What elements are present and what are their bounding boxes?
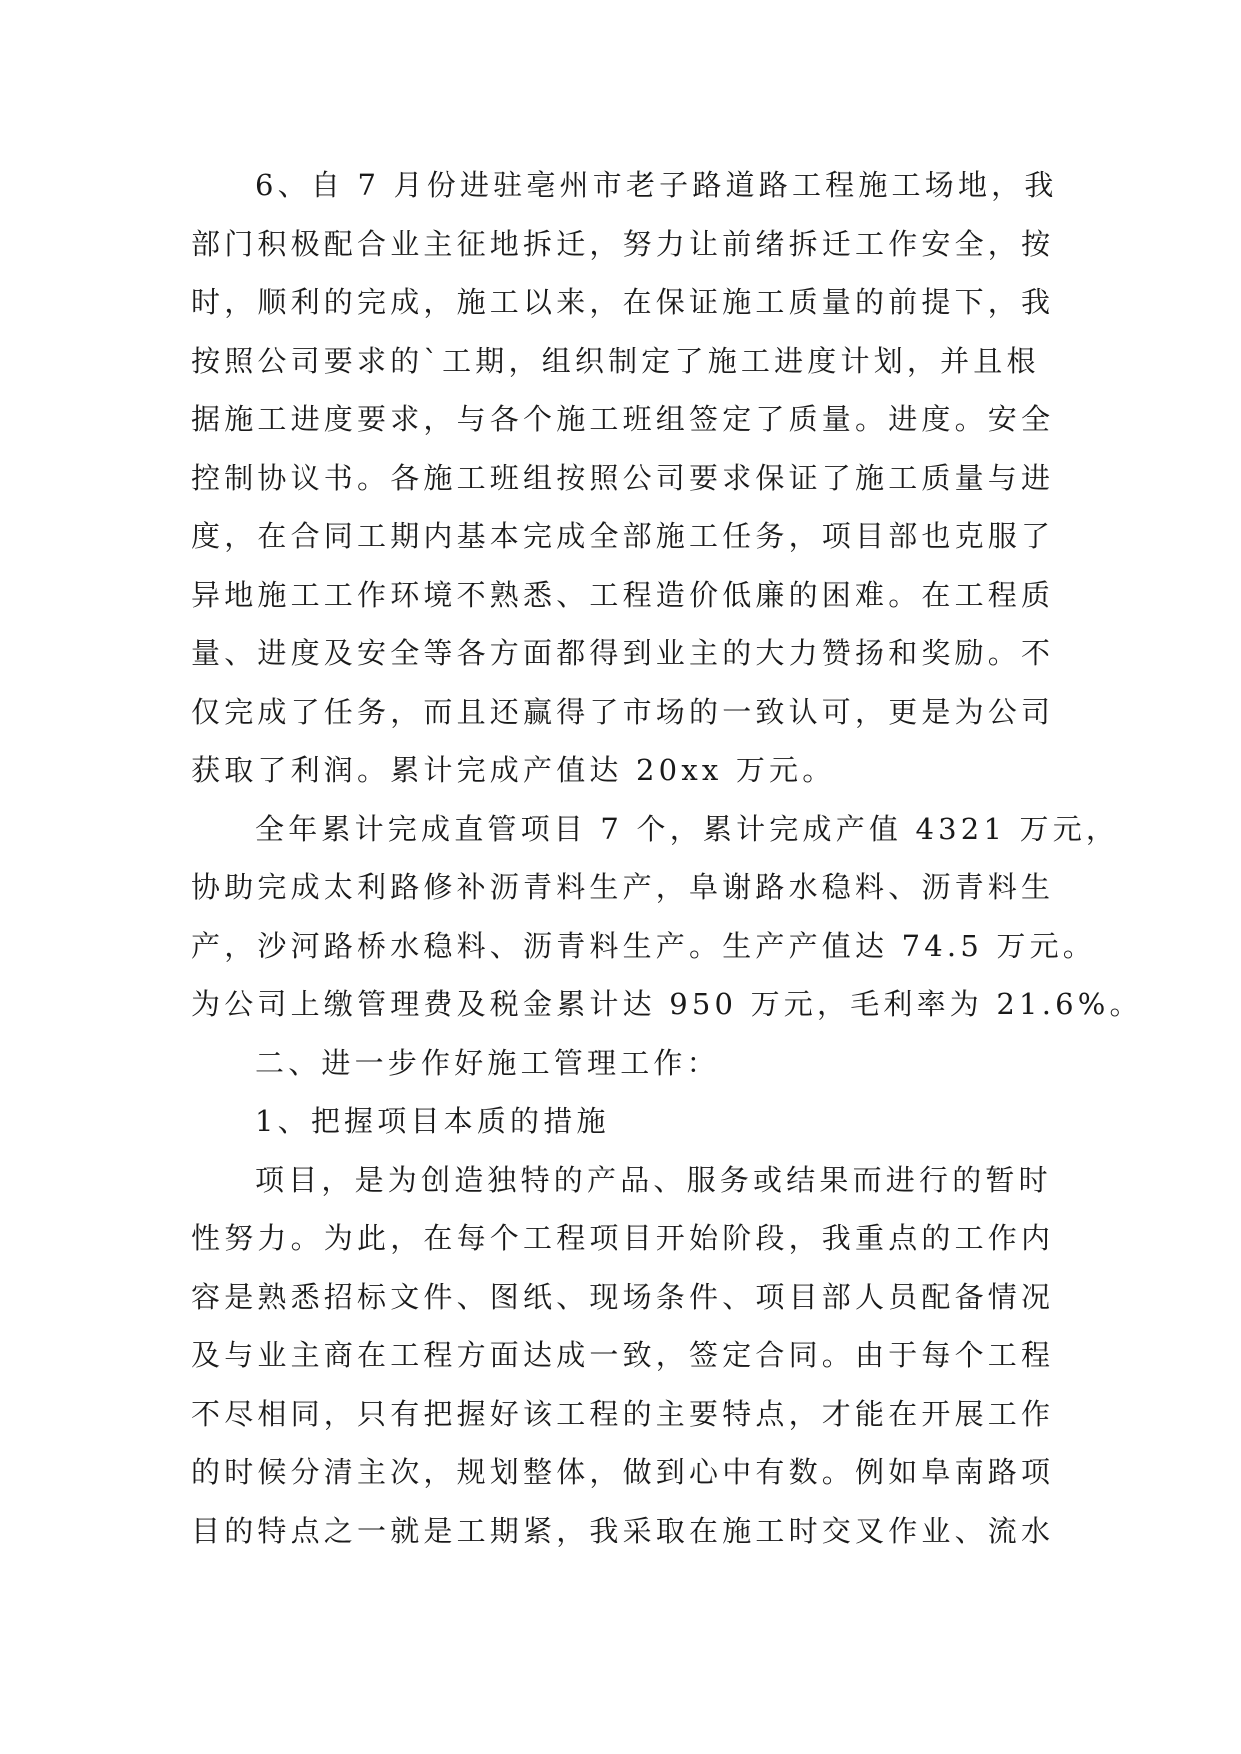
text-line: 为公司上缴管理费及税金累计达 950 万元，毛利率为 21.6%。 <box>191 987 1143 1021</box>
text-line: 6、自 7 月份进驻亳州市老子路道路工程施工场地，我 <box>255 168 1058 202</box>
text-line: 按照公司要求的`工期，组织制定了施工进度计划，并且根 <box>191 343 1040 378</box>
text-line: 仅完成了任务，而且还赢得了市场的一致认可，更是为公司 <box>191 694 1055 729</box>
text-line: 据施工进度要求，与各个施工班组签定了质量。进度。安全 <box>191 402 1055 436</box>
text-line: 获取了利润。累计完成产值达 20xx 万元。 <box>191 753 836 787</box>
text-line: 部门积极配合业主征地拆迁，努力让前绪拆迁工作安全，按 <box>191 226 1055 261</box>
text-line: 的时候分清主次，规划整体，做到心中有数。例如阜南路项 <box>191 1455 1055 1489</box>
text-line: 控制协议书。各施工班组按照公司要求保证了施工质量与进 <box>191 460 1055 495</box>
text-line: 产，沙河路桥水稳料、沥青料生产。生产产值达 74.5 万元。 <box>191 928 1097 963</box>
text-line: 目的特点之一就是工期紧，我采取在施工时交叉作业、流水 <box>191 1513 1055 1548</box>
text-line: 时，顺利的完成，施工以来，在保证施工质量的前提下，我 <box>191 285 1055 319</box>
text-line: 度，在合同工期内基本完成全部施工任务，项目部也克服了 <box>191 519 1055 553</box>
text-line: 异地施工工作环境不熟悉、工程造价低廉的困难。在工程质 <box>191 577 1055 612</box>
text-line: 性努力。为此，在每个工程项目开始阶段，我重点的工作内 <box>191 1221 1055 1255</box>
section-heading: 二、进一步作好施工管理工作： <box>255 1045 720 1080</box>
text-line: 容是熟悉招标文件、图纸、现场条件、项目部人员配备情况 <box>191 1279 1055 1314</box>
text-line: 量、进度及安全等各方面都得到业主的大力赞扬和奖励。不 <box>191 636 1055 670</box>
subsection-heading: 1、把握项目本质的措施 <box>255 1104 610 1138</box>
text-line: 全年累计完成直管项目 7 个，累计完成产值 4321 万元， <box>255 811 1120 846</box>
document-body <box>191 156 1143 1560</box>
text-line: 及与业主商在工程方面达成一致，签定合同。由于每个工程 <box>191 1338 1055 1372</box>
text-line: 不尽相同，只有把握好该工程的主要特点，才能在开展工作 <box>191 1396 1055 1431</box>
text-line: 协助完成太利路修补沥青料生产，阜谢路水稳料、沥青料生 <box>191 870 1055 904</box>
text-line: 项目，是为创造独特的产品、服务或结果而进行的暂时 <box>255 1162 1052 1197</box>
